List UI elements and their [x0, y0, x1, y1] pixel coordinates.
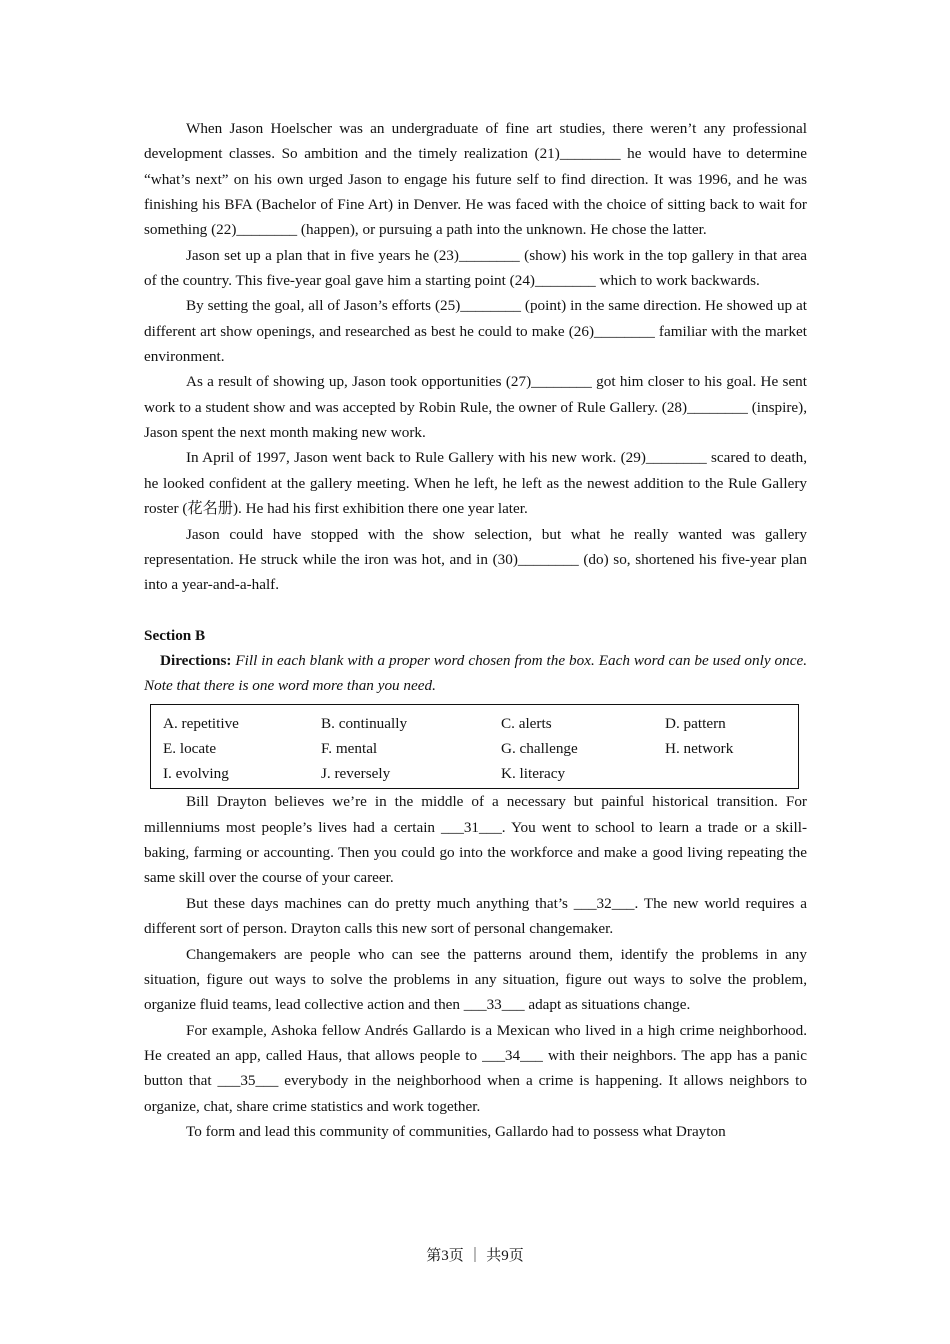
word-option: A. repetitive	[163, 714, 239, 732]
paragraph: When Jason Hoelscher was an undergraduate of fine art studies, there weren’t any professional development classes. So ambition and the timely realization (21)________ he would have to determine “what’s next” on his own urged Jason to engage his future self to find direction. It was 1996, and he was finishing his BFA (Bachelor of Fine Art) in Denver. He was faced with the choice of sitting back to wait for something (22)________ (happen), or pursuing a path into the unknown. He chose the latter.	[144, 120, 807, 239]
word-option: B. continually	[321, 714, 408, 732]
word-option: I. evolving	[163, 765, 229, 783]
paragraph: By setting the goal, all of Jason’s efforts (25)________ (point) in the same direction. He showed up at different art show openings, and researched as best he could to make (26)________ familiar with the market environment.	[144, 297, 807, 366]
word-option: E. locate	[163, 739, 217, 757]
page-number: 第3页 ｜ 共9页	[426, 1248, 524, 1264]
word-box	[150, 704, 799, 790]
directions-label: Directions:	[160, 651, 232, 669]
word-option: F. mental	[321, 739, 378, 757]
paragraph: As a result of showing up, Jason took opportunities (27)________ got him closer to his goal. He sent work to a student show and was accepted by Robin Rule, the owner of Rule Gallery. (28)________ (inspire), Jason spent the next month making new work.	[144, 373, 807, 442]
directions	[144, 648, 807, 699]
document-body	[144, 116, 807, 1144]
word-option: H. network	[665, 739, 734, 757]
paragraph: Changemakers are people who can see the patterns around them, identify the problems in any situation, figure out ways to solve the problems in any situation, figure out ways to solve the problem, organize fluid teams, lead collective action and then ___33___ adapt as situations change.	[144, 945, 807, 1014]
paragraph: For example, Ashoka fellow Andrés Gallardo is a Mexican who lived in a high crime neighborhood. He created an app, called Haus, that allows people to ___34___ with their neighbors. The app has a panic button that ___35___ everybody in the neighborhood when a crime is happening. It allows neighbors to organize, chat, share crime statistics and work together.	[144, 1021, 807, 1115]
word-option: D. pattern	[665, 714, 726, 732]
word-option: J. reversely	[321, 765, 391, 783]
word-row	[163, 736, 798, 761]
word-row	[163, 711, 798, 736]
paragraph: Jason set up a plan that in five years he (23)________ (show) his work in the top gallery in that area of the country. This five-year goal gave him a starting point (24)________ which to work backwards.	[144, 246, 807, 290]
paragraph: Bill Drayton believes we’re in the middle of a necessary but painful historical transition. For millenniums most people’s lives had a certain ___31___. You went to school to learn a trade or a skill-baking, farming or accounting. Then you could go into the workforce and make a good living repeating the same skill over the course of your career.	[144, 793, 807, 887]
word-row	[163, 761, 798, 786]
paragraph: In April of 1997, Jason went back to Rule Gallery with his new work. (29)________ scared to death, he looked confident at the gallery meeting. When he left, he left as the newest addition to the Rule Gallery roster (花名册). He had his first exhibition there one year later.	[144, 449, 807, 518]
paragraph: To form and lead this community of communities, Gallardo had to possess what Drayton	[186, 1122, 726, 1140]
section-title: Section B	[144, 626, 206, 644]
word-option: K. literacy	[501, 765, 566, 783]
directions-text: Fill in each blank with a proper word chosen from the box. Each word can be used only once. Note that there is one word more than you need.	[144, 651, 807, 695]
word-option: C. alerts	[501, 714, 552, 732]
paragraph: Jason could have stopped with the show selection, but what he really wanted was gallery representation. He struck while the iron was hot, and in (30)________ (do) so, shortened his five-year plan into a year-and-a-half.	[144, 525, 807, 594]
paragraph: But these days machines can do pretty much anything that’s ___32___. The new world requires a different sort of person. Drayton calls this new sort of personal changemaker.	[144, 894, 807, 938]
word-option: G. challenge	[501, 739, 578, 757]
